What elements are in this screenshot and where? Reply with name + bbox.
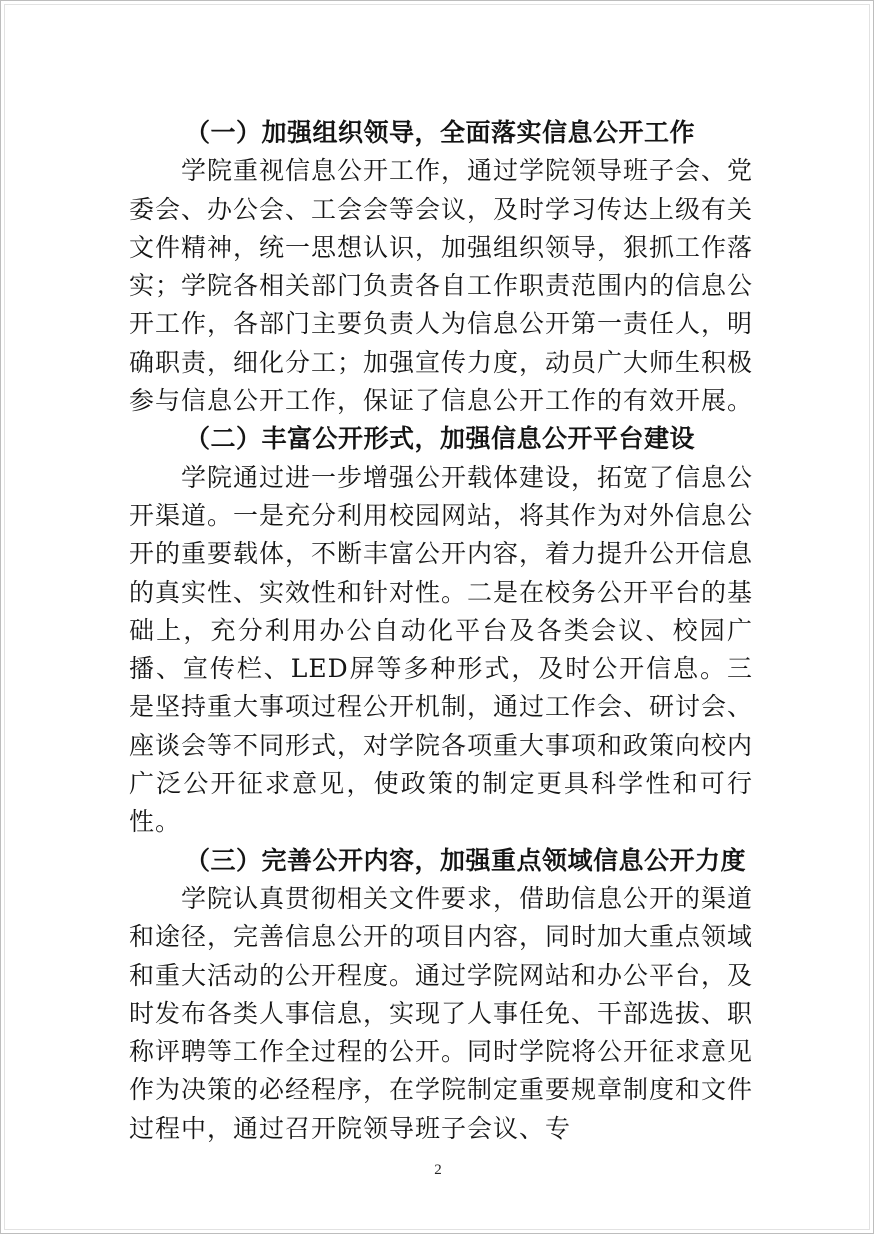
section-paragraph-2: 学院通过进一步增强公开载体建设，拓宽了信息公开渠道。一是充分利用校园网站，将其作为对外信息公开的重要载体，不断丰富公开内容，着力提升公开信息的真实性、实效性和针对性。二是在校务公开平台的基础上，充分利用办公自动化平台及各类会议、校园广播、宣传栏、LED屏等多种形式，及时公开信息。三是坚持重大事项过程公开机制，通过工作会、研讨会、座谈会等不同形式，对学院各项重大事项和政策向校内广泛公开征求意见，使政策的制定更具科学性和可行性。 — [129, 462, 754, 837]
section-paragraph-3: 学院认真贯彻相关文件要求，借助信息公开的渠道和途径，完善信息公开的项目内容，同时加大重点领域和重大活动的公开程度。通过学院网站和办公平台，及时发布各类人事信息，实现了人事任免、干部选拔、职称评聘等工作全过程的公开。同时学院将公开征求意见作为决策的必经程序，在学院制定重要规章制度和文件过程中，通过召开院领导班子会议、专 — [129, 883, 754, 1143]
section-heading-2: （二）丰富公开形式，加强信息公开平台建设 — [185, 424, 696, 454]
section-heading-1: （一）加强组织领导，全面落实信息公开工作 — [185, 118, 696, 147]
section-heading-3: （三）完善公开内容，加强重点领域信息公开力度 — [185, 845, 747, 875]
document-body — [129, 114, 753, 1148]
section-paragraph-1: 学院重视信息公开工作，通过学院领导班子会、党委会、办公会、工会会等会议，及时学习传达上级有关文件精神，统一思想认识，加强组织领导，狠抓工作落实；学院各相关部门负责各自工作职责范围内的信息公开工作，各部门主要负责人为信息公开第一责任人，明确职责，细化分工；加强宣传力度，动员广大师生积极参与信息公开工作，保证了信息公开工作的有效开展。 — [129, 156, 754, 416]
page-number: 2 — [434, 1162, 442, 1178]
